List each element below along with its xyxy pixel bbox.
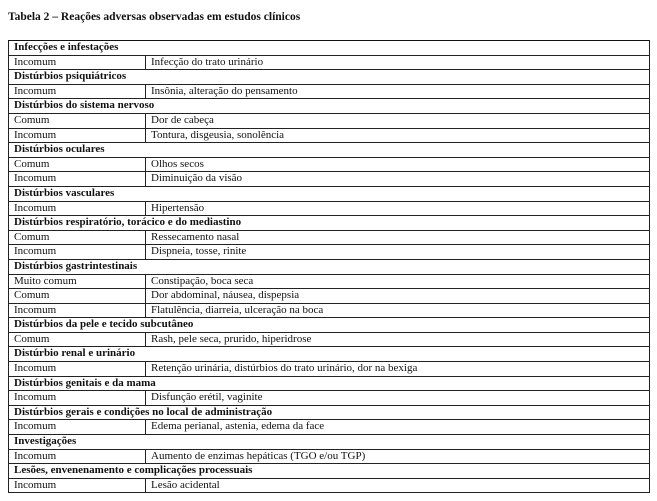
adverse-reactions-table <box>8 40 650 493</box>
frequency-cell: Comum <box>9 289 146 304</box>
reaction-cell: Edema perianal, astenia, edema da face <box>146 420 650 435</box>
reaction-cell: Hipertensão <box>146 201 650 216</box>
reaction-cell: Olhos secos <box>146 157 650 172</box>
frequency-cell: Comum <box>9 157 146 172</box>
reaction-cell: Retenção urinária, distúrbios do trato urinário, dor na bexiga <box>146 362 650 377</box>
category-row <box>9 186 650 201</box>
category-label: Investigações <box>9 435 650 450</box>
category-label: Lesões, envenenamento e complicações processuais <box>9 464 650 479</box>
category-label: Distúrbios psiquiátricos <box>9 70 650 85</box>
table-row <box>9 245 650 260</box>
frequency-cell: Incomum <box>9 201 146 216</box>
frequency-cell: Incomum <box>9 420 146 435</box>
category-label: Distúrbios respiratório, torácico e do mediastino <box>9 216 650 231</box>
frequency-cell: Incomum <box>9 128 146 143</box>
reaction-cell: Diminuição da visão <box>146 172 650 187</box>
frequency-cell: Incomum <box>9 172 146 187</box>
category-row <box>9 318 650 333</box>
reaction-cell: Aumento de enzimas hepáticas (TGO e/ou TGP) <box>146 449 650 464</box>
reaction-cell: Lesão acidental <box>146 478 650 493</box>
reaction-cell: Disfunção erétil, vaginite <box>146 391 650 406</box>
category-row <box>9 347 650 362</box>
adverse-reactions-table-body <box>9 41 650 493</box>
frequency-cell: Incomum <box>9 303 146 318</box>
table-row <box>9 362 650 377</box>
category-row <box>9 70 650 85</box>
reaction-cell: Rash, pele seca, prurido, hiperidrose <box>146 332 650 347</box>
frequency-cell: Incomum <box>9 478 146 493</box>
frequency-cell: Incomum <box>9 449 146 464</box>
category-label: Distúrbios da pele e tecido subcutâneo <box>9 318 650 333</box>
table-row <box>9 84 650 99</box>
category-label: Distúrbios vasculares <box>9 186 650 201</box>
table-row <box>9 274 650 289</box>
category-label: Distúrbio renal e urinário <box>9 347 650 362</box>
category-row <box>9 216 650 231</box>
table-row <box>9 478 650 493</box>
table-row <box>9 55 650 70</box>
frequency-cell: Comum <box>9 332 146 347</box>
table-row <box>9 391 650 406</box>
category-label: Distúrbios genitais e da mama <box>9 376 650 391</box>
frequency-cell: Incomum <box>9 391 146 406</box>
category-row <box>9 464 650 479</box>
category-row <box>9 259 650 274</box>
frequency-cell: Incomum <box>9 362 146 377</box>
category-label: Distúrbios gastrintestinais <box>9 259 650 274</box>
category-label: Distúrbios do sistema nervoso <box>9 99 650 114</box>
reaction-cell: Insônia, alteração do pensamento <box>146 84 650 99</box>
table-row <box>9 289 650 304</box>
frequency-cell: Comum <box>9 113 146 128</box>
frequency-cell: Muito comum <box>9 274 146 289</box>
frequency-cell: Incomum <box>9 55 146 70</box>
table-row <box>9 303 650 318</box>
category-row <box>9 435 650 450</box>
frequency-cell: Comum <box>9 230 146 245</box>
frequency-cell: Incomum <box>9 245 146 260</box>
table-row <box>9 420 650 435</box>
category-label: Distúrbios gerais e condições no local de administração <box>9 405 650 420</box>
reaction-cell: Constipação, boca seca <box>146 274 650 289</box>
category-row <box>9 41 650 56</box>
category-row <box>9 405 650 420</box>
table-row <box>9 332 650 347</box>
category-row <box>9 376 650 391</box>
reaction-cell: Flatulência, diarreia, ulceração na boca <box>146 303 650 318</box>
reaction-cell: Dispneia, tosse, rinite <box>146 245 650 260</box>
reaction-cell: Infecção do trato urinário <box>146 55 650 70</box>
reaction-cell: Ressecamento nasal <box>146 230 650 245</box>
table-row <box>9 201 650 216</box>
category-label: Distúrbios oculares <box>9 143 650 158</box>
table-row <box>9 113 650 128</box>
table-row <box>9 128 650 143</box>
reaction-cell: Dor de cabeça <box>146 113 650 128</box>
category-row <box>9 99 650 114</box>
reaction-cell: Tontura, disgeusia, sonolência <box>146 128 650 143</box>
table-title: Tabela 2 – Reações adversas observadas em estudos clínicos <box>8 11 301 23</box>
reaction-cell: Dor abdominal, náusea, dispepsia <box>146 289 650 304</box>
category-row <box>9 143 650 158</box>
table-row <box>9 172 650 187</box>
table-row <box>9 157 650 172</box>
frequency-cell: Incomum <box>9 84 146 99</box>
table-row <box>9 449 650 464</box>
table-row <box>9 230 650 245</box>
category-label: Infecções e infestações <box>9 41 650 56</box>
